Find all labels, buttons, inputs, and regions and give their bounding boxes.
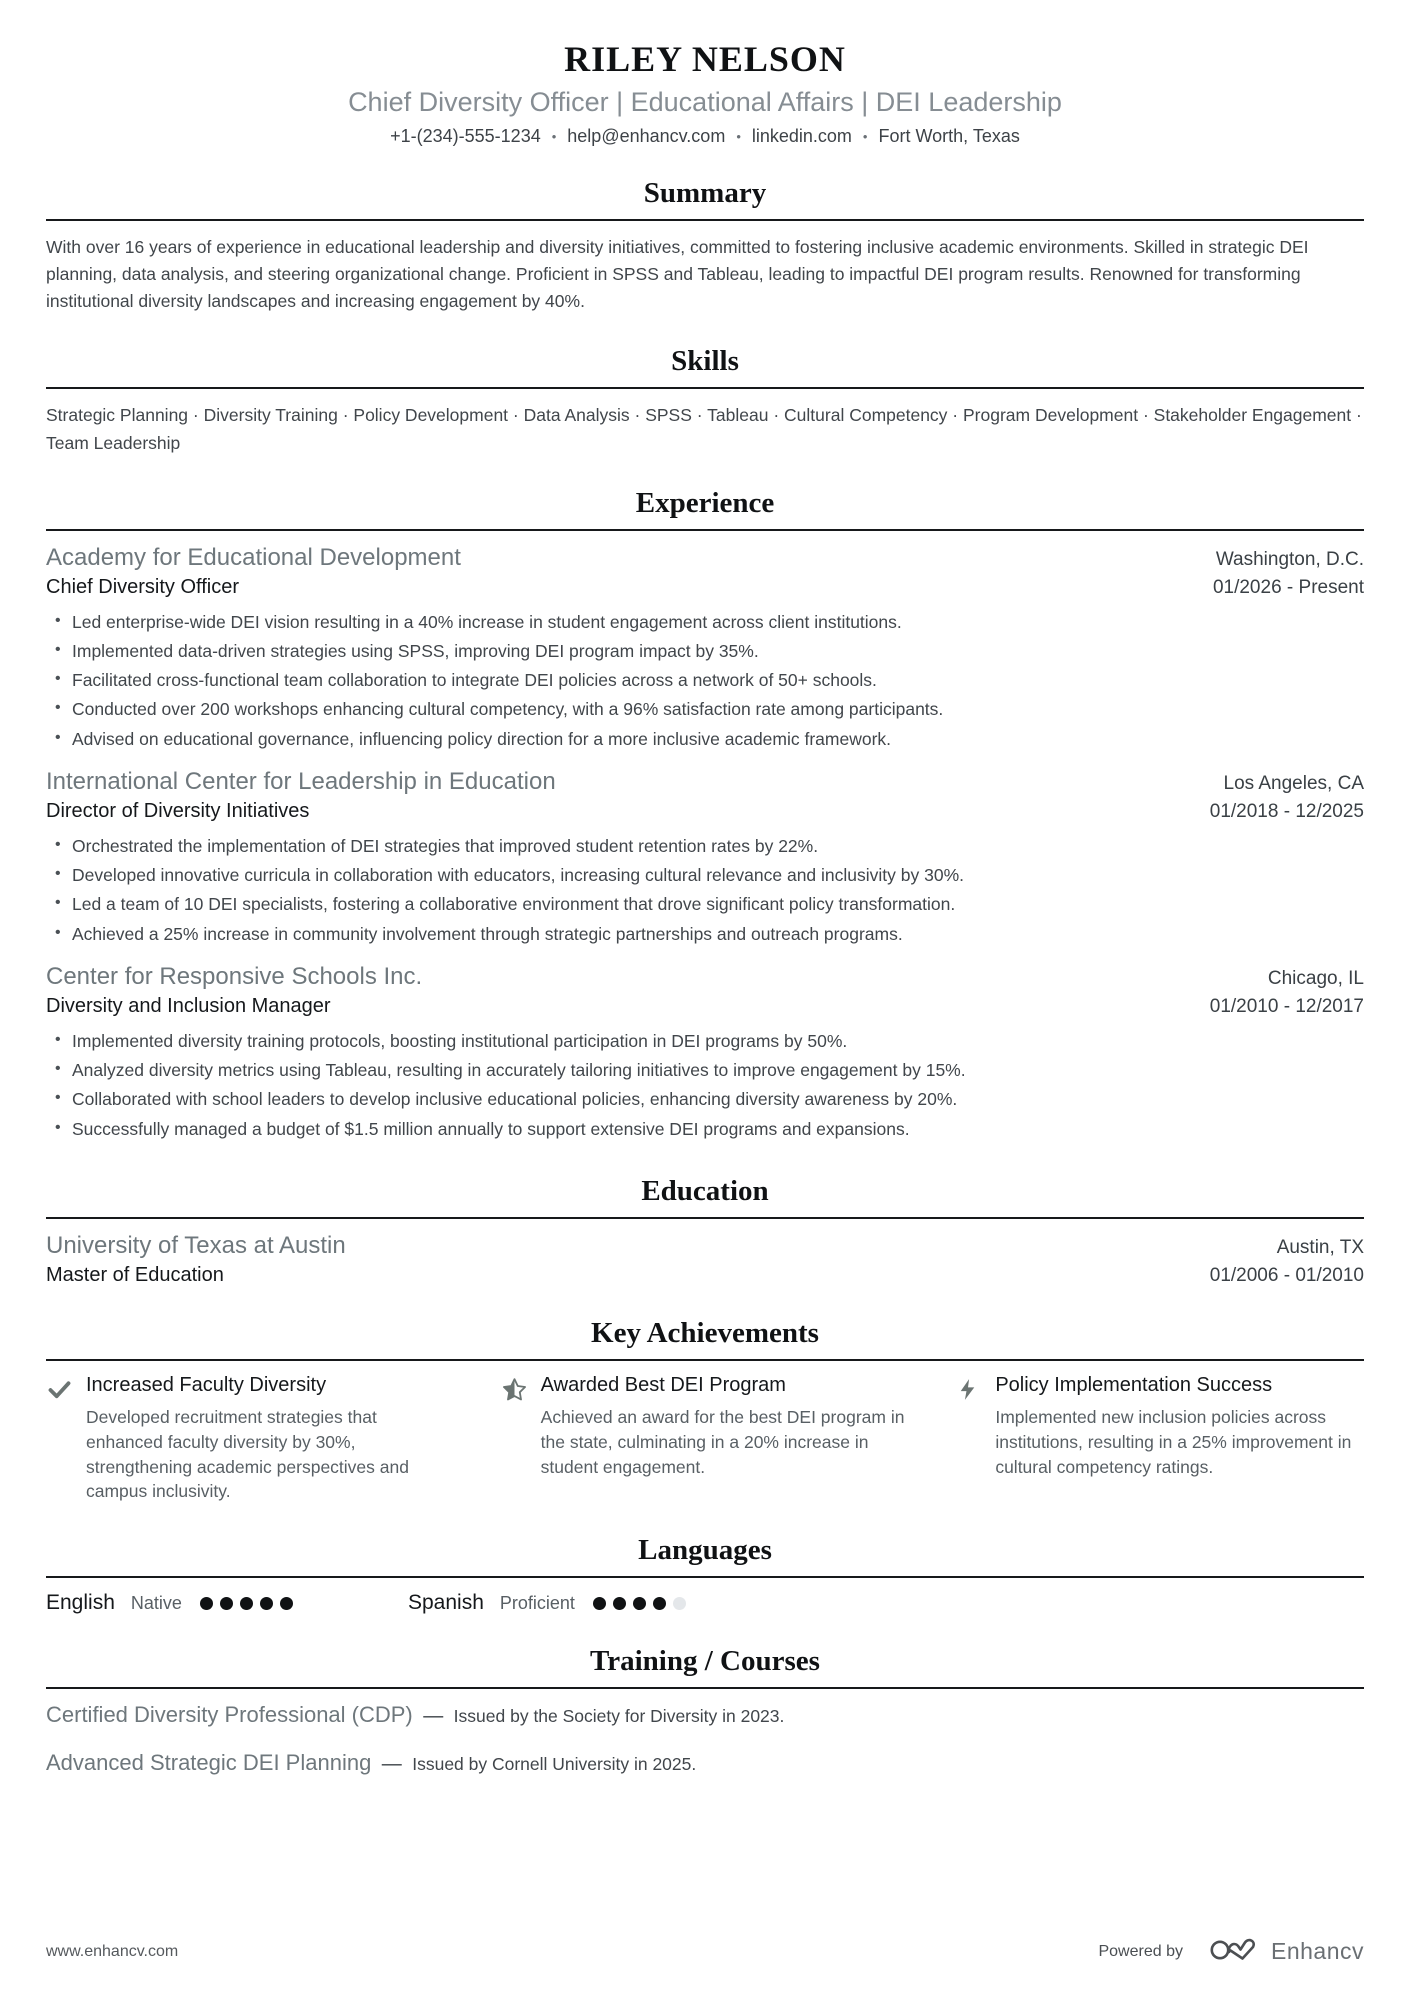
page-footer [46, 1904, 1364, 1969]
education-dates: 01/2006 - 01/2010 [1209, 1264, 1364, 1286]
language-level-label: Proficient [499, 1592, 575, 1613]
job-bullet: • Analyzed diversity metrics using Tableau, resulting in accurately tailoring initiatives to improve engagement by 15%. [46, 1057, 1364, 1083]
job-bullet: • Implemented diversity training protocols, boosting institutional participation in DEI programs by 50%. [46, 1028, 1364, 1054]
job-bullet: • Collaborated with school leaders to develop inclusive educational policies, enhancing diversity awareness by 20%. [46, 1086, 1364, 1112]
skill-item: Diversity Training · [204, 405, 354, 425]
job-bullets [46, 833, 1364, 947]
education-section [46, 1175, 1364, 1287]
achievement-title: Awarded Best DEI Program [540, 1373, 786, 1396]
job-bullet: • Led a team of 10 DEI specialists, fostering a collaborative environment that drove significant policy transformation. [46, 891, 1364, 917]
experience-heading: Experience [635, 486, 775, 519]
enhancv-wordmark: Enhancv [1270, 1938, 1364, 1964]
experience-entry [46, 768, 1364, 947]
experience-entry [46, 544, 1364, 752]
linkedin-link: linkedin.com • [752, 126, 879, 146]
achievement-desc: Implemented new inclusion policies across institutions, resulting in a 25% improvement in cultural competency ratings. [995, 1406, 1352, 1477]
course-separator: — [381, 1753, 402, 1776]
job-bullet: • Led enterprise-wide DEI vision resulting in a 40% increase in student engagement across client institutions. [46, 609, 1364, 635]
language-level-dots [593, 1597, 693, 1610]
company-name: Center for Responsive Schools Inc. [46, 962, 423, 990]
skill-item: Stakeholder Engagement · [1154, 405, 1362, 425]
course-name: Advanced Strategic DEI Planning [46, 1750, 372, 1776]
language-name: English [46, 1591, 115, 1615]
footer-site-link: www.enhancv.com [46, 1942, 179, 1960]
job-bullet: • Achieved a 25% increase in community involvement through strategic partnerships and outreach programs. [46, 921, 1364, 947]
company-name: Academy for Educational Development [46, 543, 461, 571]
check-icon [46, 1374, 86, 1504]
bolt-icon [955, 1374, 995, 1504]
language-item [408, 1591, 693, 1615]
star-icon [501, 1374, 541, 1504]
company-name: International Center for Leadership in Education [46, 767, 556, 795]
section-rule [46, 529, 1364, 531]
email-address: help@enhancv.com • [567, 126, 752, 146]
experience-entry [46, 963, 1364, 1142]
course-item [46, 1750, 1364, 1776]
job-bullet: • Implemented data-driven strategies using SPSS, improving DEI program impact by 35%. [46, 638, 1364, 664]
skills-heading: Skills [671, 345, 739, 378]
person-name: RILEY NELSON [564, 39, 846, 79]
course-name: Certified Diversity Professional (CDP) [46, 1702, 413, 1728]
achievement-title: Increased Faculty Diversity [86, 1373, 327, 1396]
phone-number: +1-(234)-555-1234 • [390, 126, 567, 146]
job-bullets [46, 609, 1364, 752]
job-bullet: • Conducted over 200 workshops enhancing cultural competency, with a 96% satisfaction rate among participants. [46, 696, 1364, 722]
course-detail: Issued by the Society for Diversity in 2023. [453, 1706, 785, 1727]
job-title: Diversity and Inclusion Manager [46, 994, 331, 1017]
job-dates: 01/2018 - 12/2025 [1209, 800, 1364, 822]
powered-by-label: Powered by [1098, 1942, 1183, 1960]
job-bullet: • Developed innovative curricula in collaboration with educators, increasing cultural relevance and inclusivity by 30%. [46, 862, 1364, 888]
language-item [46, 1591, 408, 1615]
job-bullet: • Advised on educational governance, influencing policy direction for a more inclusive academic framework. [46, 726, 1364, 752]
skills-list [46, 402, 1364, 456]
achievements-heading: Key Achievements [591, 1316, 819, 1349]
job-location: Los Angeles, CA [1223, 772, 1364, 794]
skill-item: SPSS · [645, 405, 707, 425]
achievement-desc: Developed recruitment strategies that enhanced faculty diversity by 30%, strengthening academic perspectives and campus inclusivity. [86, 1406, 409, 1502]
achievement-item [955, 1374, 1364, 1504]
languages-section [46, 1534, 1364, 1615]
skills-section [46, 345, 1364, 456]
person-headline: Chief Diversity Officer | Educational Affairs | DEI Leadership [348, 87, 1062, 117]
degree-name: Master of Education [46, 1263, 224, 1286]
section-rule [46, 219, 1364, 221]
powered-by-block [1098, 1934, 1364, 1969]
languages-heading: Languages [638, 1534, 772, 1567]
job-dates: 01/2026 - Present [1212, 576, 1364, 598]
course-item [46, 1702, 1364, 1728]
location-text: Fort Worth, Texas [878, 126, 1020, 146]
language-level-dots [200, 1597, 300, 1610]
job-bullet: • Successfully managed a budget of $1.5 million annually to support extensive DEI programs and expansions. [46, 1116, 1364, 1142]
job-location: Washington, D.C. [1215, 548, 1364, 570]
course-separator: — [423, 1705, 444, 1728]
school-name: University of Texas at Austin [46, 1231, 346, 1259]
section-rule [46, 1687, 1364, 1689]
language-level-label: Native [130, 1592, 182, 1613]
job-title: Chief Diversity Officer [46, 575, 240, 598]
job-bullets [46, 1028, 1364, 1142]
skill-item: Strategic Planning · [46, 405, 204, 425]
skill-item: Cultural Competency · [784, 405, 963, 425]
resume-header [46, 38, 1364, 147]
achievements-section [46, 1317, 1364, 1504]
experience-section [46, 487, 1364, 1145]
language-name: Spanish [408, 1591, 484, 1615]
training-heading: Training / Courses [590, 1645, 820, 1678]
job-bullet: • Facilitated cross-functional team collaboration to integrate DEI policies across a network of 50+ schools. [46, 667, 1364, 693]
achievement-title: Policy Implementation Success [995, 1373, 1273, 1396]
school-location: Austin, TX [1276, 1236, 1364, 1258]
section-rule [46, 1217, 1364, 1219]
skill-item: Data Analysis · [524, 405, 646, 425]
education-entry [46, 1232, 1364, 1287]
skill-item: Tableau · [707, 405, 784, 425]
enhancv-logo-icon [1209, 1934, 1261, 1969]
contact-line [46, 126, 1364, 147]
section-rule [46, 1359, 1364, 1361]
achievement-desc: Achieved an award for the best DEI program in the state, culminating in a 20% increase in student engagement. [540, 1406, 905, 1477]
summary-text: With over 16 years of experience in educational leadership and diversity initiatives, committed to fostering inclusive academic environments. Skilled in strategic DEI planning, data analysis, and steering organizational change. Proficient in SPSS and Tableau, leading to impactful DEI program results. Renowned for transforming institutional diversity landscapes and increasing engagement by 40%. [46, 237, 1309, 312]
skill-item: Policy Development · [353, 405, 523, 425]
job-dates: 01/2010 - 12/2017 [1209, 995, 1364, 1017]
job-title: Director of Diversity Initiatives [46, 799, 310, 822]
job-bullet: • Orchestrated the implementation of DEI strategies that improved student retention rates by 22%. [46, 833, 1364, 859]
skill-item: Team Leadership [46, 432, 181, 453]
training-section [46, 1645, 1364, 1776]
course-detail: Issued by Cornell University in 2025. [412, 1754, 697, 1775]
section-rule [46, 387, 1364, 389]
summary-section [46, 177, 1364, 315]
summary-heading: Summary [643, 177, 767, 209]
achievement-item [501, 1374, 910, 1504]
achievement-item [46, 1374, 455, 1504]
education-heading: Education [641, 1174, 769, 1207]
skill-item: Program Development · [963, 405, 1154, 425]
section-rule [46, 1576, 1364, 1578]
job-location: Chicago, IL [1267, 967, 1364, 989]
